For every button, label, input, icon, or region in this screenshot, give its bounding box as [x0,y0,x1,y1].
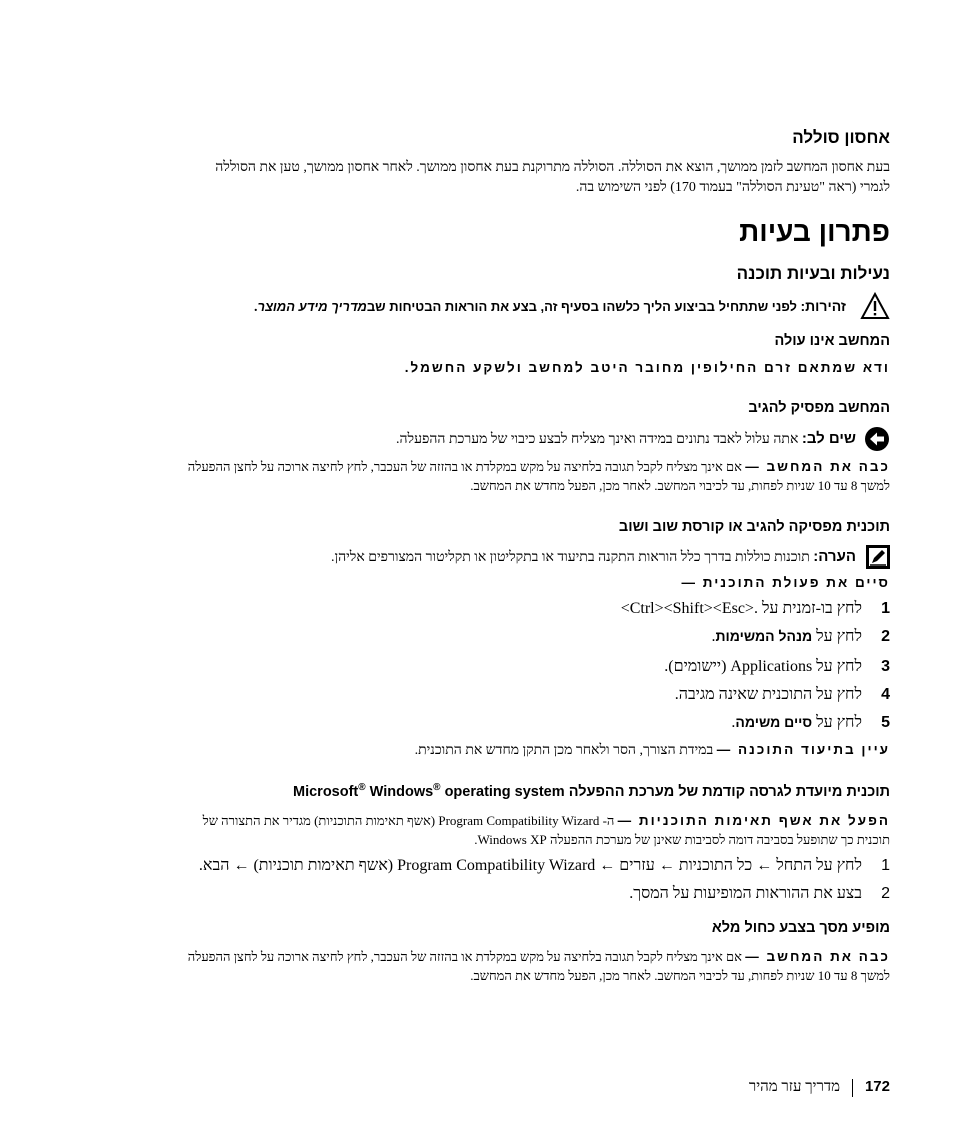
step-number: 5 [881,714,890,731]
section-title-lockups: נעילות ובעיות תוכנה [736,264,890,283]
check-documentation-label: עיין בתיעוד התוכנה — [716,742,890,757]
page-number: 172 [864,1078,890,1095]
caution-label: זהירות: [800,298,846,314]
step-number: 2 [881,885,890,902]
document-page [130,0,890,1145]
end-program-step-1 [621,600,890,618]
notice-note [396,430,856,448]
operating-system-label: operating system [444,783,565,800]
wizard-label: הפעל את אשף תאימות התוכניות — [617,813,890,828]
caution-note [254,298,846,316]
page-footer [749,1078,890,1097]
turn-off-instructions-line-1 [188,458,890,476]
step-text: לחץ בו-זמנית על [757,600,862,617]
heading-program-stops-responding: תוכנית מפסיקה להגיב או קורסת שוב ושוב [618,519,890,535]
turn-off-text: אם אינך מצליח לקבל תגובה בלחיצה על מקש במקלדת או בהזזה של העכבר, לחץ לחיצה ארוכה על לחצן ההפעלה [187,459,742,474]
note-label: הערה: [813,548,856,565]
step-text: לחץ על התוכנית שאינה מגיבה. [674,686,862,703]
turn-off-label: כבה את המחשב — [745,459,890,474]
step-emphasis: מנהל המשימות [715,628,813,644]
step-number: 4 [881,686,890,703]
check-ac-adapter-text: ודא שמתאם זרם החילופין מחובר היטב למחשב ולשקע החשמל. [404,360,890,375]
guide-name: מדריך עזר מהיר [748,1079,840,1095]
note-text: תוכנות כוללות בדרך כלל הוראות התקנה בתיעוד או בתקליטון או תקליטור המצורפים אליהן. [331,550,810,565]
heading-computer-does-not-start: המחשב אינו עולה [774,333,890,349]
notice-label: שים לב: [801,430,856,447]
battery-storage-text-line-1: בעת אחסון המחשב לזמן ממושך, הוצא את הסוללה. הסוללה מתרוקנת בעת אחסון ממושך. לאחר אחסון ממושך, טען את הסוללה [215,160,890,175]
turn-off-instructions-line-2: למשך 8 עד 10 שניות לפחות, עד לכיבוי המחשב. לאחר מכן, הפעל מחדש את המחשב. [470,478,890,493]
step-text-end: . [731,714,736,731]
registered-mark: ® [358,782,366,793]
notice-arrow-icon [864,426,890,452]
wizard-text: ה- Program Compatibility Wizard (אשף תאימות התוכניות) מגדיר את התצורה של [202,813,615,828]
wizard-text-line-1 [203,812,890,830]
end-program-step-2 [711,628,890,646]
caution-guide-reference: מדריך מידע המוצר [257,299,367,314]
step-number: 2 [881,628,890,645]
footer-divider [852,1079,853,1097]
end-program-step-4 [675,686,890,704]
blue-screen-text: אם אינך מצליח לקבל תגובה בלחיצה על מקש במקלדת או בהזזה של העכבר, לחץ לחיצה ארוכה על לחצן ההפעלה [187,949,742,964]
step-text-end: <Ctrl><Shift><Esc>. [620,600,758,617]
registered-mark: ® [433,782,441,793]
wizard-step-2 [629,885,890,903]
step-number: 3 [881,658,890,675]
wizard-step-1 [199,857,890,875]
note-text-row [331,548,856,566]
end-program-step-5 [731,714,890,732]
blue-screen-text-line-2: למשך 8 עד 10 שניות לפחות, עד לכיבוי המחשב. לאחר מכן, הפעל מחדש את המחשב. [470,968,890,983]
battery-storage-text-line-2: לגמרי (ראה "טעינת הסוללה" בעמוד 170) לפני השימוש בה. [575,180,890,195]
windows-label: Windows [369,783,434,800]
note-pencil-icon [866,545,890,569]
end-program-step-3 [664,658,890,676]
caution-text: לפני שתתחיל בביצוע הליך כלשהו בסעיף זה, בצע את הוראות הבטיחות שב [366,299,797,314]
notice-text: אתה עלול לאבד נתונים במידה ואינך מצליח לבצע כיבוי של מערכת ההפעלה. [395,432,799,447]
end-program-label: סיים את פעולת התוכנית — [681,575,890,590]
caution-end: . [253,300,258,315]
step-text: לחץ על התחל ← כל התוכניות ← עזרים ← Program Compatibility Wizard (אשף תאימות תוכניות) ← הבא. [198,857,862,874]
step-text: לחץ על [812,628,862,645]
step-number: 1 [881,600,890,617]
step-number: 1 [881,857,890,874]
blue-screen-turn-off-label: כבה את המחשב — [745,949,890,964]
older-program-heading-text: תוכנית מיועדת לגרסה קודמת של מערכת ההפעלה [568,783,890,800]
heading-older-windows-program [293,782,890,800]
check-documentation-row [415,742,890,759]
section-title-battery-storage: אחסון סוללה [792,128,890,147]
chapter-title: פתרון בעיות [739,216,890,247]
step-text: לחץ על Applications (יישומים). [664,658,862,675]
wizard-text-line-2: תוכנית כך שתופעל בסביבה דומה לסביבות שאינן של מערכת ההפעלה Windows XP. [474,832,890,847]
blue-screen-text-line-1 [188,948,890,966]
step-text: לחץ על [812,714,862,731]
microsoft-label: Microsoft [293,783,359,800]
older-program-heading-ms [293,784,565,800]
heading-solid-blue-screen: מופיע מסך בצבע כחול מלא [711,920,890,936]
step-text-end: . [711,628,716,645]
heading-computer-stops-responding: המחשב מפסיק להגיב [748,400,890,416]
step-text: בצע את ההוראות המופיעות על המסך. [629,885,862,902]
step-emphasis: סיים משימה [735,714,813,730]
check-documentation-text: במידת הצורך, הסר ולאחר מכן התקן מחדש את התוכנית. [414,743,714,758]
warning-triangle-icon [860,292,890,320]
